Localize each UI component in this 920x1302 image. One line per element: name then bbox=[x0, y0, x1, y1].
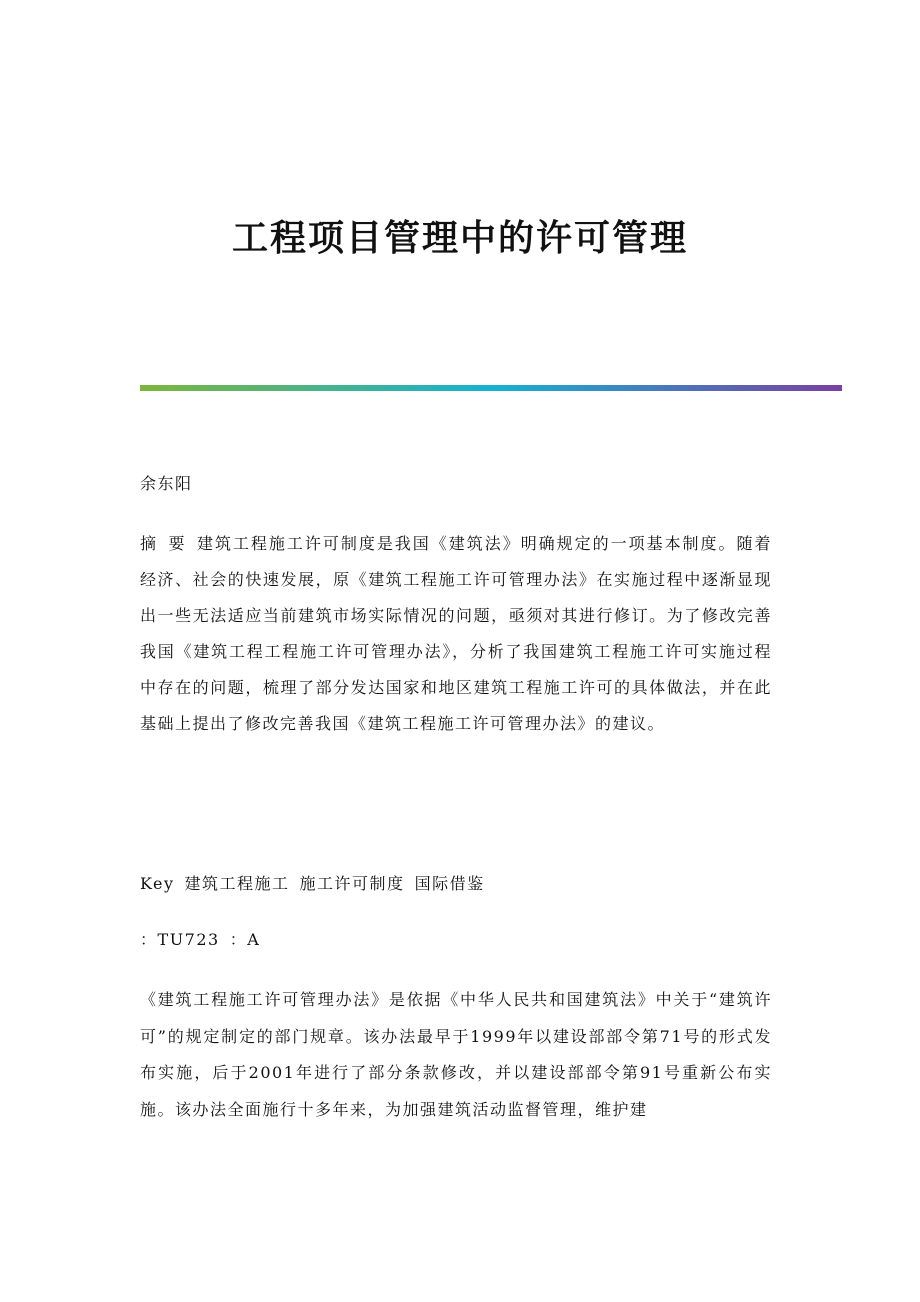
decorative-gradient-rule bbox=[140, 385, 842, 391]
clc-value: TU723 bbox=[157, 930, 220, 949]
keyword-item: 施工许可制度 bbox=[299, 874, 405, 893]
abstract-label-2: 要 bbox=[168, 534, 187, 553]
document-title: 工程项目管理中的许可管理 bbox=[231, 217, 688, 259]
body-paragraph: 《建筑工程施工许可管理办法》是依据《中华人民共和国建筑法》中关于“建筑许可”的规定制定的部门规章。该办法最早于1999年以建设部部令第71号的形式发布实施，后于2001年进行了部分条款修改，并以建设部部令第91号重新公布实施。该办法全面施行十多年来，为加强建筑活动监督管理，维护建 bbox=[140, 990, 772, 1119]
keywords-line bbox=[140, 872, 772, 896]
author-name: 余东阳 bbox=[140, 474, 193, 493]
abstract-paragraph bbox=[140, 526, 772, 742]
keyword-item: 国际借鉴 bbox=[414, 874, 485, 893]
clc-label: ： bbox=[140, 930, 158, 949]
keyword-item: 建筑工程施工 bbox=[184, 874, 290, 893]
abstract-label-1: 摘 bbox=[140, 534, 158, 553]
abstract-text: 建筑工程施工许可制度是我国《建筑法》明确规定的一项基本制度。随着经济、社会的快速发展，原《建筑工程施工许可管理办法》在实施过程中逐渐显现出一些无法适应当前建筑市场实际情况的问题，亟须对其进行修订。为了修改完善我国《建筑工程工程施工许可管理办法》，分析了我国建筑工程施工许可实施过程中存在的问题，梳理了部分发达国家和地区建筑工程施工许可的具体做法，并在此基础上提出了修改完善我国《建筑工程施工许可管理办法》的建议。 bbox=[140, 534, 772, 733]
classification-line bbox=[140, 928, 772, 952]
doc-code-label: ： bbox=[229, 930, 248, 949]
keywords-label: Key bbox=[140, 874, 175, 893]
doc-code-value: A bbox=[247, 930, 261, 949]
